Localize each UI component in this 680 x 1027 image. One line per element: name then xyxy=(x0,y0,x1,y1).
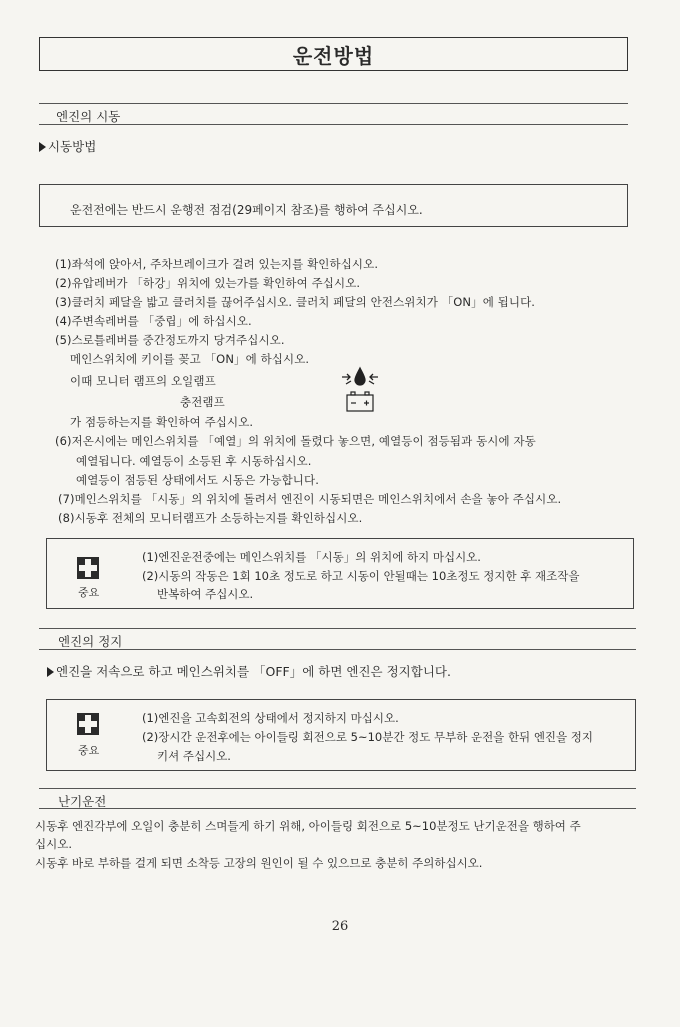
important-box-start xyxy=(46,538,634,609)
section-rule xyxy=(39,649,636,650)
section-rule xyxy=(39,788,636,789)
step-5-line-3: 이때 모니터 램프의 오일램프 xyxy=(70,374,216,388)
step-6-line-3: 예열등이 점등된 상태에서도 시동은 가능합니다. xyxy=(76,473,319,487)
important-label: 중요 xyxy=(78,586,100,599)
important-line-1: (1)엔진운전중에는 메인스위치를 「시동」의 위치에 하지 마십시오. xyxy=(142,550,481,564)
stop-statement xyxy=(47,662,451,680)
pointer-triangle-icon xyxy=(39,142,46,152)
warmup-line-1: 시동후 엔진각부에 오일이 충분히 스며들게 하기 위해, 아이들링 회전으로 5~10분정도 난기운전을 행하여 주 xyxy=(35,819,581,833)
step-3: (3)클러치 페달을 밟고 클러치를 끊어주십시오. 클러치 페달의 안전스위치가 「ON」에 됩니다. xyxy=(55,295,536,309)
important-line-3: 키셔 주십시오. xyxy=(157,749,231,763)
step-5-line-5: 가 점등하는지를 확인하여 주십시오. xyxy=(70,415,254,429)
section-rule xyxy=(39,628,636,629)
pre-operation-note xyxy=(39,184,628,227)
important-line-3: 반복하여 주십시오. xyxy=(157,587,254,601)
section-rule xyxy=(39,808,636,809)
step-4: (4)주변속레버를 「중립」에 하십시오. xyxy=(55,314,252,328)
charge-lamp-icon xyxy=(347,392,373,411)
important-cross-icon xyxy=(77,713,99,735)
pointer-triangle-icon xyxy=(47,667,54,677)
section-heading-stop: 엔진의 정지 xyxy=(58,634,123,649)
section-heading-warmup: 난기운전 xyxy=(58,794,107,809)
subheading-start-method xyxy=(39,137,96,155)
oil-lamp-icon xyxy=(342,368,378,385)
section-heading-start: 엔진의 시동 xyxy=(56,109,121,124)
step-7: (7)메인스위치를 「시동」의 위치에 돌려서 엔진이 시동되면은 메인스위치에서 손을 놓아 주십시오. xyxy=(58,492,562,506)
important-line-1: (1)엔진을 고속회전의 상태에서 정지하지 마십시오. xyxy=(142,711,399,725)
step-5-line-4: 충전램프 xyxy=(180,395,225,409)
important-box-stop xyxy=(46,699,636,771)
important-cross-icon xyxy=(77,557,99,579)
step-6: (6)저온시에는 메인스위치를 「예열」의 위치에 돌렸다 놓으면, 예열등이 점등됨과 동시에 자동 xyxy=(55,434,536,448)
step-1: (1)좌석에 앉아서, 주차브레이크가 걸려 있는지를 확인하십시오. xyxy=(55,257,379,271)
subheading-text: 시동방법 xyxy=(48,139,97,154)
step-5-line-2: 메인스위치에 키이를 꽂고 「ON」에 하십시오. xyxy=(70,352,310,366)
step-2: (2)유압레버가 「하강」위치에 있는가를 확인하여 주십시오. xyxy=(55,276,361,290)
important-label: 중요 xyxy=(78,744,100,757)
monitor-lamp-icons xyxy=(338,364,382,416)
warmup-line-3: 시동후 바로 부하를 걸게 되면 소착등 고장의 원인이 될 수 있으므로 충분히 주의하십시오. xyxy=(35,856,483,870)
warmup-line-2: 십시오. xyxy=(35,837,72,851)
note-text: 운전전에는 반드시 운행전 점검(29페이지 참조)를 행하여 주십시오. xyxy=(70,203,423,217)
section-rule xyxy=(39,103,628,104)
important-line-2: (2)장시간 운전후에는 아이들링 회전으로 5~10분간 정도 무부하 운전을 한뒤 엔진을 정지 xyxy=(142,730,594,744)
page-title: 운전방법 xyxy=(39,37,628,71)
important-line-2: (2)시동의 작동은 1회 10초 정도로 하고 시동이 안될때는 10초정도 정지한 후 재조작을 xyxy=(142,569,580,583)
step-8: (8)시동후 전체의 모니터램프가 소등하는지를 확인하십시오. xyxy=(58,511,363,525)
step-6-line-2: 예열됩니다. 예열등이 소등된 후 시동하십시오. xyxy=(76,454,312,468)
page-number: 26 xyxy=(331,919,349,934)
section-rule xyxy=(39,124,628,125)
step-5: (5)스로틀레버를 중간정도까지 당겨주십시오. xyxy=(55,333,285,347)
stop-statement-text: 엔진을 저속으로 하고 메인스위치를 「OFF」에 하면 엔진은 정지합니다. xyxy=(56,664,451,679)
